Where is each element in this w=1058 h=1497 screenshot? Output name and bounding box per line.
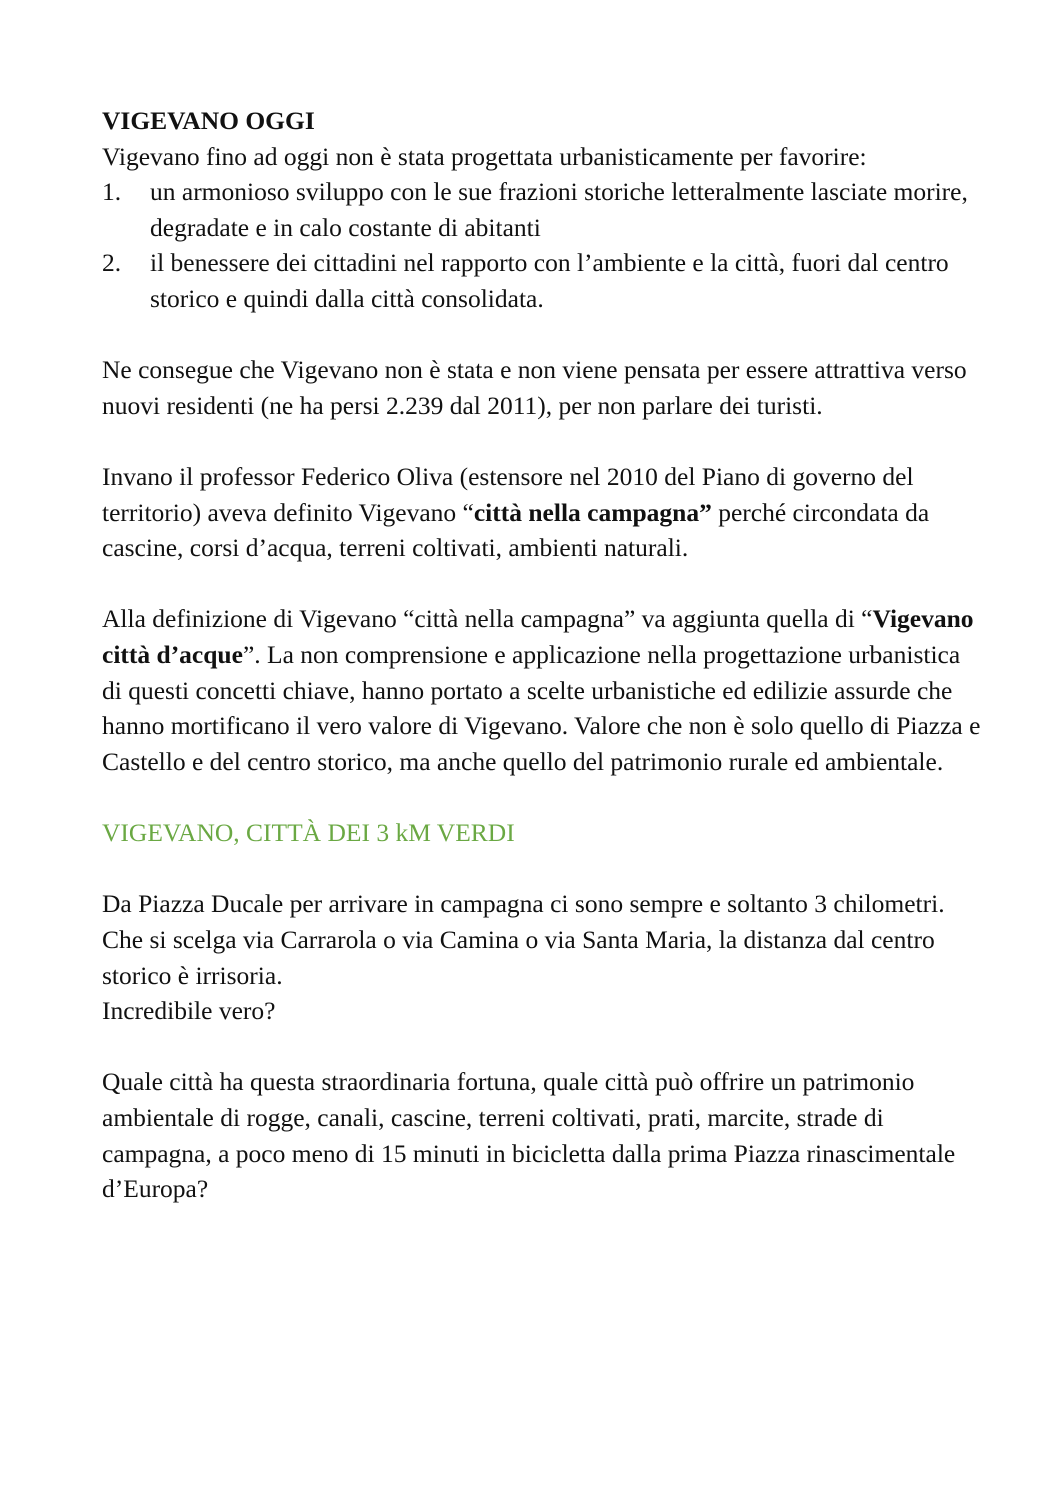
list-item-text: un armonioso sviluppo con le sue frazioni storiche letteralmente lasciate morire, degradate e in calo costante di abitanti	[150, 177, 968, 242]
intro-paragraph: Vigevano fino ad oggi non è stata progettata urbanisticamente per favorire:	[102, 141, 867, 171]
paragraph-gap	[102, 317, 982, 353]
paragraph-oliva	[102, 459, 982, 566]
numbered-list	[102, 174, 982, 316]
paragraph-fortuna: Quale città ha questa straordinaria fortuna, quale città può offrire un patrimonio ambientale di rogge, canali, cascine, terreni coltivati, prati, marcite, strade di campagna, a poco meno di 15 minuti in bicicletta dalla prima Piazza rinascimentale d’Europa?	[102, 1067, 956, 1204]
list-number: 1.	[102, 177, 122, 207]
list-number: 2.	[102, 248, 122, 278]
bold-phrase: città nella campagna”	[473, 497, 712, 527]
paragraph-text: Alla definizione di Vigevano “città nella campagna” va aggiunta quella di “	[102, 604, 873, 634]
paragraph-residents: Ne consegue che Vigevano non è stata e non viene pensata per essere attrattiva verso nuovi residenti (ne ha persi 2.239 dal 2011), per non parlare dei turisti.	[102, 355, 967, 420]
paragraph-text: Invano il professor Federico Oliva (estensore nel 2010 del Piano di governo del territorio) aveva definito Vigevano “	[102, 461, 914, 527]
paragraph-gap	[102, 779, 982, 815]
paragraph-piazza: Da Piazza Ducale per arrivare in campagna ci sono sempre e soltanto 3 chilometri. Che si scelga via Carrarola o via Camina o via Santa Maria, la distanza dal centro storico è irrisoria.	[102, 889, 945, 990]
paragraph-gap	[102, 566, 982, 602]
paragraph-gap	[102, 1029, 982, 1065]
list-item	[102, 174, 982, 245]
list-item-text: il benessere dei cittadini nel rapporto con l’ambiente e la città, fuori dal centro storico e quindi dalla città consolidata.	[150, 248, 949, 313]
paragraph-gap	[102, 423, 982, 459]
bold-phrase: Vigevano città d’acque	[102, 604, 974, 669]
paragraph-definition	[102, 601, 982, 779]
document-body	[102, 103, 982, 1207]
paragraph-gap	[102, 851, 982, 887]
paragraph-text: ”. La non comprensione e applicazione nella progettazione urbanistica di questi concetti chiave, hanno portato a scelte urbanistiche ed edilizie assurde che hanno mortificano il vero valore di Vigevano. Valore che non è solo quello di Piazza e Castello e del centro storico, ma anche quello del patrimonio rurale ed ambientale.	[102, 639, 981, 776]
green-section-heading: VIGEVANO, CITTÀ DEI 3 kM VERDI	[102, 818, 515, 848]
list-item	[102, 245, 982, 316]
paragraph-text: perché circondata da cascine, corsi d’acqua, terreni coltivati, ambienti naturali.	[102, 497, 930, 563]
section-title: VIGEVANO OGGI	[102, 106, 315, 135]
paragraph-incredibile: Incredibile vero?	[102, 996, 276, 1026]
